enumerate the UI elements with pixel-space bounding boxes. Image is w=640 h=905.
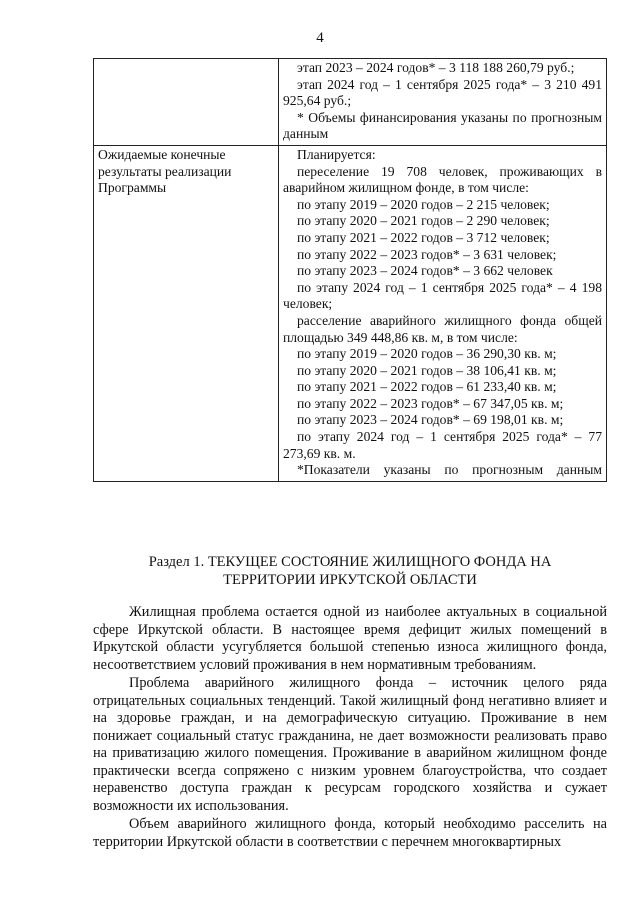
row-label-expected-results: Ожидаемые конечные результаты реализации Программы: [94, 145, 279, 481]
table-row-expected-results: [94, 145, 607, 481]
list-item: по этапу 2019 – 2020 годов – 2 215 человек;: [297, 196, 550, 212]
list-item: по этапу 2020 – 2021 годов – 2 290 человек;: [297, 213, 550, 229]
financing-stage-2024-2025: этап 2024 год – 1 сентября 2025 года* – 3 210 491 925,64 руб.;: [283, 76, 602, 109]
page-number: 4: [316, 30, 324, 46]
list-item: по этапу 2021 – 2022 годов – 61 233,40 кв. м;: [297, 379, 557, 395]
list-item: по этапу 2024 год – 1 сентября 2025 года* – 77 273,69 кв. м.: [283, 429, 602, 461]
row-content: [279, 59, 607, 146]
section-heading-line-1: Раздел 1. ТЕКУЩЕЕ СОСТОЯНИЕ ЖИЛИЩНОГО ФОНДА НА: [148, 554, 552, 570]
financing-note: * Объемы финансирования указаны по прогнозным данным: [283, 109, 602, 142]
list-item: по этапу 2021 – 2022 годов – 3 712 человек;: [297, 229, 550, 245]
list-item: по этапу 2019 – 2020 годов – 36 290,30 кв. м;: [297, 346, 557, 362]
results-note: *Показатели указаны по прогнозным данным: [297, 462, 602, 478]
list-item: переселение 19 708 человек, проживающих в аварийном жилищном фонде, в том числе:: [283, 163, 602, 196]
list-item: по этапу 2022 – 2023 годов* – 3 631 человек;: [297, 246, 557, 262]
section-body: [93, 604, 607, 852]
list-item: по этапу 2024 год – 1 сентября 2025 года* – 4 198 человек;: [283, 279, 602, 312]
list-item: расселение аварийного жилищного фонда общей площадью 349 448,86 кв. м, в том числе:: [283, 312, 602, 345]
paragraph: Объем аварийного жилищного фонда, который необходимо расселить на территории Иркутской области в соответствии с перечнем многоквартирных: [93, 816, 607, 850]
list-item: по этапу 2023 – 2024 годов* – 69 198,01 кв. м;: [297, 412, 564, 428]
row-content-expected-results: [279, 145, 607, 481]
list-item: Планируется:: [297, 146, 376, 162]
list-item: по этапу 2020 – 2021 годов – 38 106,41 кв. м;: [297, 362, 557, 378]
list-item: по этапу 2023 – 2024 годов* – 3 662 человек: [297, 263, 553, 279]
financing-stage-2023-2024: этап 2023 – 2024 годов* – 3 118 188 260,79 руб.;: [297, 60, 575, 75]
list-item: по этапу 2022 – 2023 годов* – 67 347,05 кв. м;: [297, 395, 564, 411]
program-passport-table: [93, 58, 607, 482]
paragraph: Проблема аварийного жилищного фонда – источник целого ряда отрицательных социальных тенденций. Такой жилищный фонд негативно влияет и на здоровье граждан, и на демографическую ситуацию. Проживание в нем понижает социальный статус гражданина, не дает возможности реализовать право на приватизацию жилого помещения. Проживание в аварийном жилищном фонде практически всегда сопряжено с низким уровнем благоустройства, что создает неравенство доступа граждан к ресурсам городского хозяйства и сужает возможности их использования.: [93, 675, 607, 814]
table-row-financing: [94, 59, 607, 146]
row-label: [94, 59, 279, 146]
section-heading-line-2: ТЕРРИТОРИИ ИРКУТСКОЙ ОБЛАСТИ: [223, 572, 477, 588]
section-heading: [93, 553, 607, 589]
paragraph: Жилищная проблема остается одной из наиболее актуальных в социальной сфере Иркутской области. В настоящее время дефицит жилых помещений в Иркутской области усугубляется большой степенью износа жилищного фонда, несоответствием условий проживания в нем нормативным требованиям.: [93, 604, 607, 673]
